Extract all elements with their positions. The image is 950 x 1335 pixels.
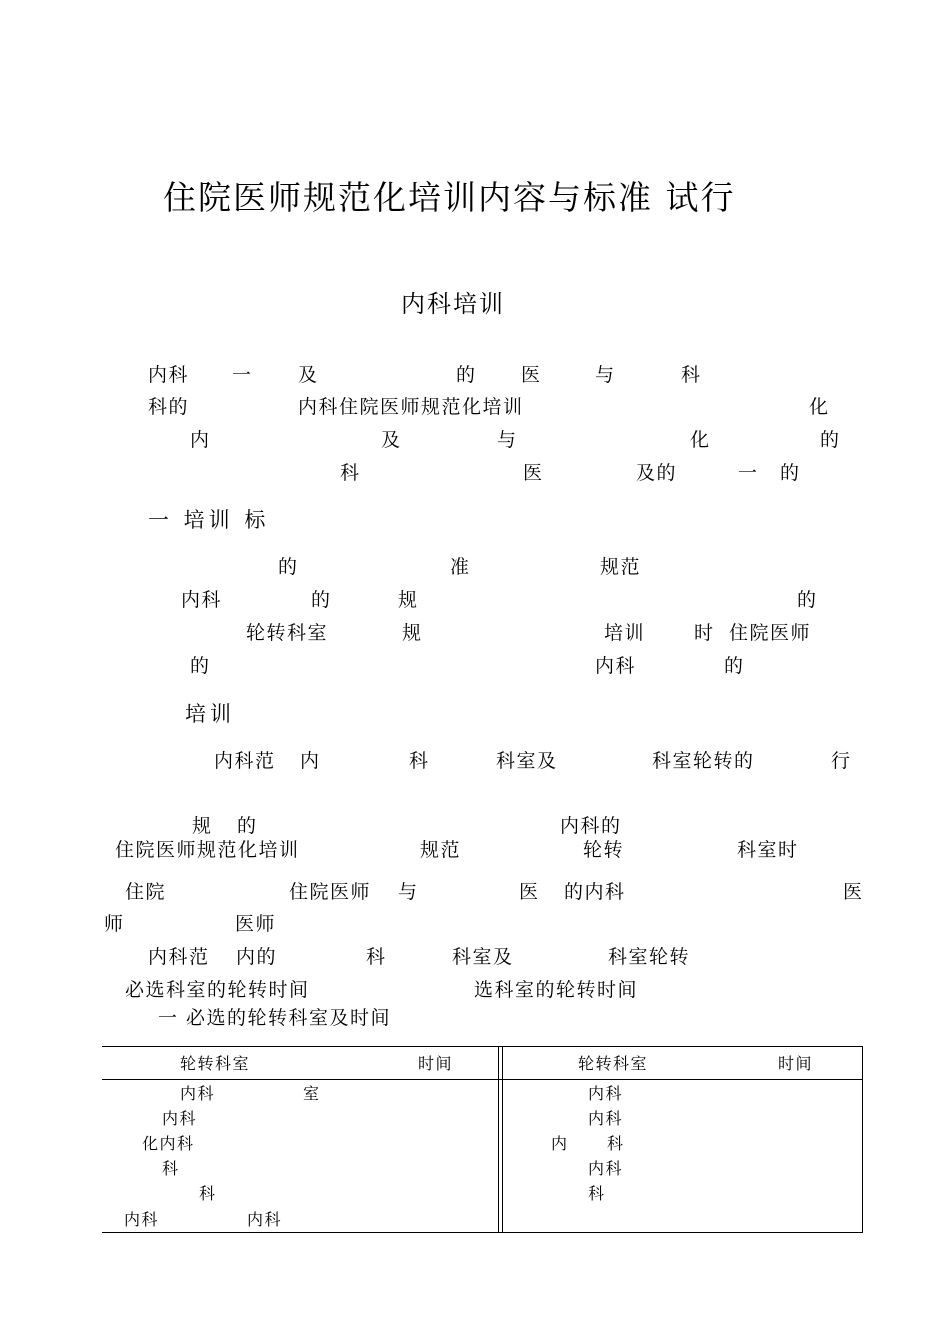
text-fragment: 规 [402,622,423,644]
table-heading: 一 必选的轮转科室及时间 [158,1007,392,1029]
text-fragment: 医 [521,364,542,386]
text-fragment: 医 [519,881,540,903]
text-fragment: 内的 [236,946,278,968]
text-fragment: 及的 [636,462,678,484]
text-fragment: 轮转 [583,839,625,861]
text-fragment: 科室时 [737,839,799,861]
text-fragment: 师 [104,913,125,935]
table-column-divider [498,1046,499,1233]
text-fragment: 科室轮转的 [652,750,755,772]
table-border-right [862,1046,863,1233]
text-fragment: 时 [694,622,715,644]
text-fragment: 的内科 [564,881,626,903]
text-fragment: 内科的 [560,815,622,837]
text-fragment: 规范 [420,839,462,861]
table-cell: 内科 [247,1210,283,1229]
text-fragment: 与 [497,429,518,451]
text-fragment: 必选科室的轮转时间 [125,979,310,1001]
table-header-divider [102,1079,863,1080]
table-header-cell: 时间 [418,1054,454,1073]
text-fragment: 住院医师规范化培训 [115,839,300,861]
text-fragment: 的 [237,815,258,837]
text-fragment: 科 [681,364,702,386]
text-fragment: 行 [831,750,852,772]
section-heading-goals: 一 培训 标 [148,508,270,532]
text-fragment: 住院 [125,881,167,903]
text-fragment: 与 [398,881,419,903]
table-cell: 内科 [588,1109,624,1128]
table-border-top [102,1046,863,1047]
table-header-cell: 时间 [778,1054,814,1073]
table-cell: 科 [199,1184,217,1203]
text-fragment: 准 [450,556,471,578]
text-fragment: 住院医师 [289,881,372,903]
text-fragment: 医师 [235,913,277,935]
text-fragment: 的 [190,655,211,677]
text-fragment: 培训 [604,622,646,644]
text-fragment: 内科 [181,589,223,611]
text-fragment: 科室轮转 [608,946,691,968]
text-fragment: 及 [381,429,402,451]
table-cell: 科 [162,1159,180,1178]
text-fragment: 化 [809,396,830,418]
text-fragment: 内 [190,429,211,451]
section-heading-training: 培训 [185,702,235,726]
text-fragment: 规 [192,815,213,837]
text-fragment: 科 [409,750,430,772]
text-fragment: 的 [278,556,299,578]
table-cell: 内科 [180,1084,216,1103]
text-fragment: 科 [340,462,361,484]
table-cell: 科 [588,1184,606,1203]
table-cell: 内科 [124,1210,160,1229]
table-cell: 科 [607,1134,625,1153]
table-header-cell: 轮转科室 [578,1054,649,1073]
table-column-divider [502,1046,503,1233]
table-cell: 化内科 [142,1134,195,1153]
text-fragment: 一 [738,462,759,484]
text-fragment: 的 [820,429,841,451]
text-fragment: 规 [398,589,419,611]
table-cell: 室 [303,1084,321,1103]
table-border-bottom [102,1232,863,1233]
section-subtitle: 内科培训 [401,290,505,318]
text-fragment: 及 [298,364,319,386]
text-fragment: 的 [456,364,477,386]
text-fragment: 与 [595,364,616,386]
text-fragment: 内科 [148,364,190,386]
text-fragment: 科 [366,946,387,968]
text-fragment: 轮转科室 [246,622,329,644]
text-fragment: 的 [780,462,801,484]
text-fragment: 选科室的轮转时间 [474,979,639,1001]
text-fragment: 内科范 [148,946,210,968]
text-fragment: 的 [797,589,818,611]
text-fragment: 的 [724,655,745,677]
text-fragment: 内科住院医师规范化培训 [298,396,524,418]
table-cell: 内 [551,1134,569,1153]
text-fragment: 医 [843,881,864,903]
text-fragment: 内科范 [214,750,276,772]
text-fragment: 内 [300,750,321,772]
document-title: 住院医师规范化培训内容与标准 试行 [163,178,736,217]
table-header-cell: 轮转科室 [180,1054,251,1073]
table-cell: 内科 [162,1109,198,1128]
text-fragment: 科室及 [452,946,514,968]
text-fragment: 内科 [595,655,637,677]
text-fragment: 医 [523,462,544,484]
table-cell: 内科 [588,1084,624,1103]
text-fragment: 科的 [148,396,190,418]
text-fragment: 一 [232,364,253,386]
text-fragment: 规范 [600,556,642,578]
text-fragment: 化 [690,429,711,451]
text-fragment: 的 [311,589,332,611]
text-fragment: 住院医师 [729,622,812,644]
table-cell: 内科 [588,1159,624,1178]
text-fragment: 科室及 [496,750,558,772]
